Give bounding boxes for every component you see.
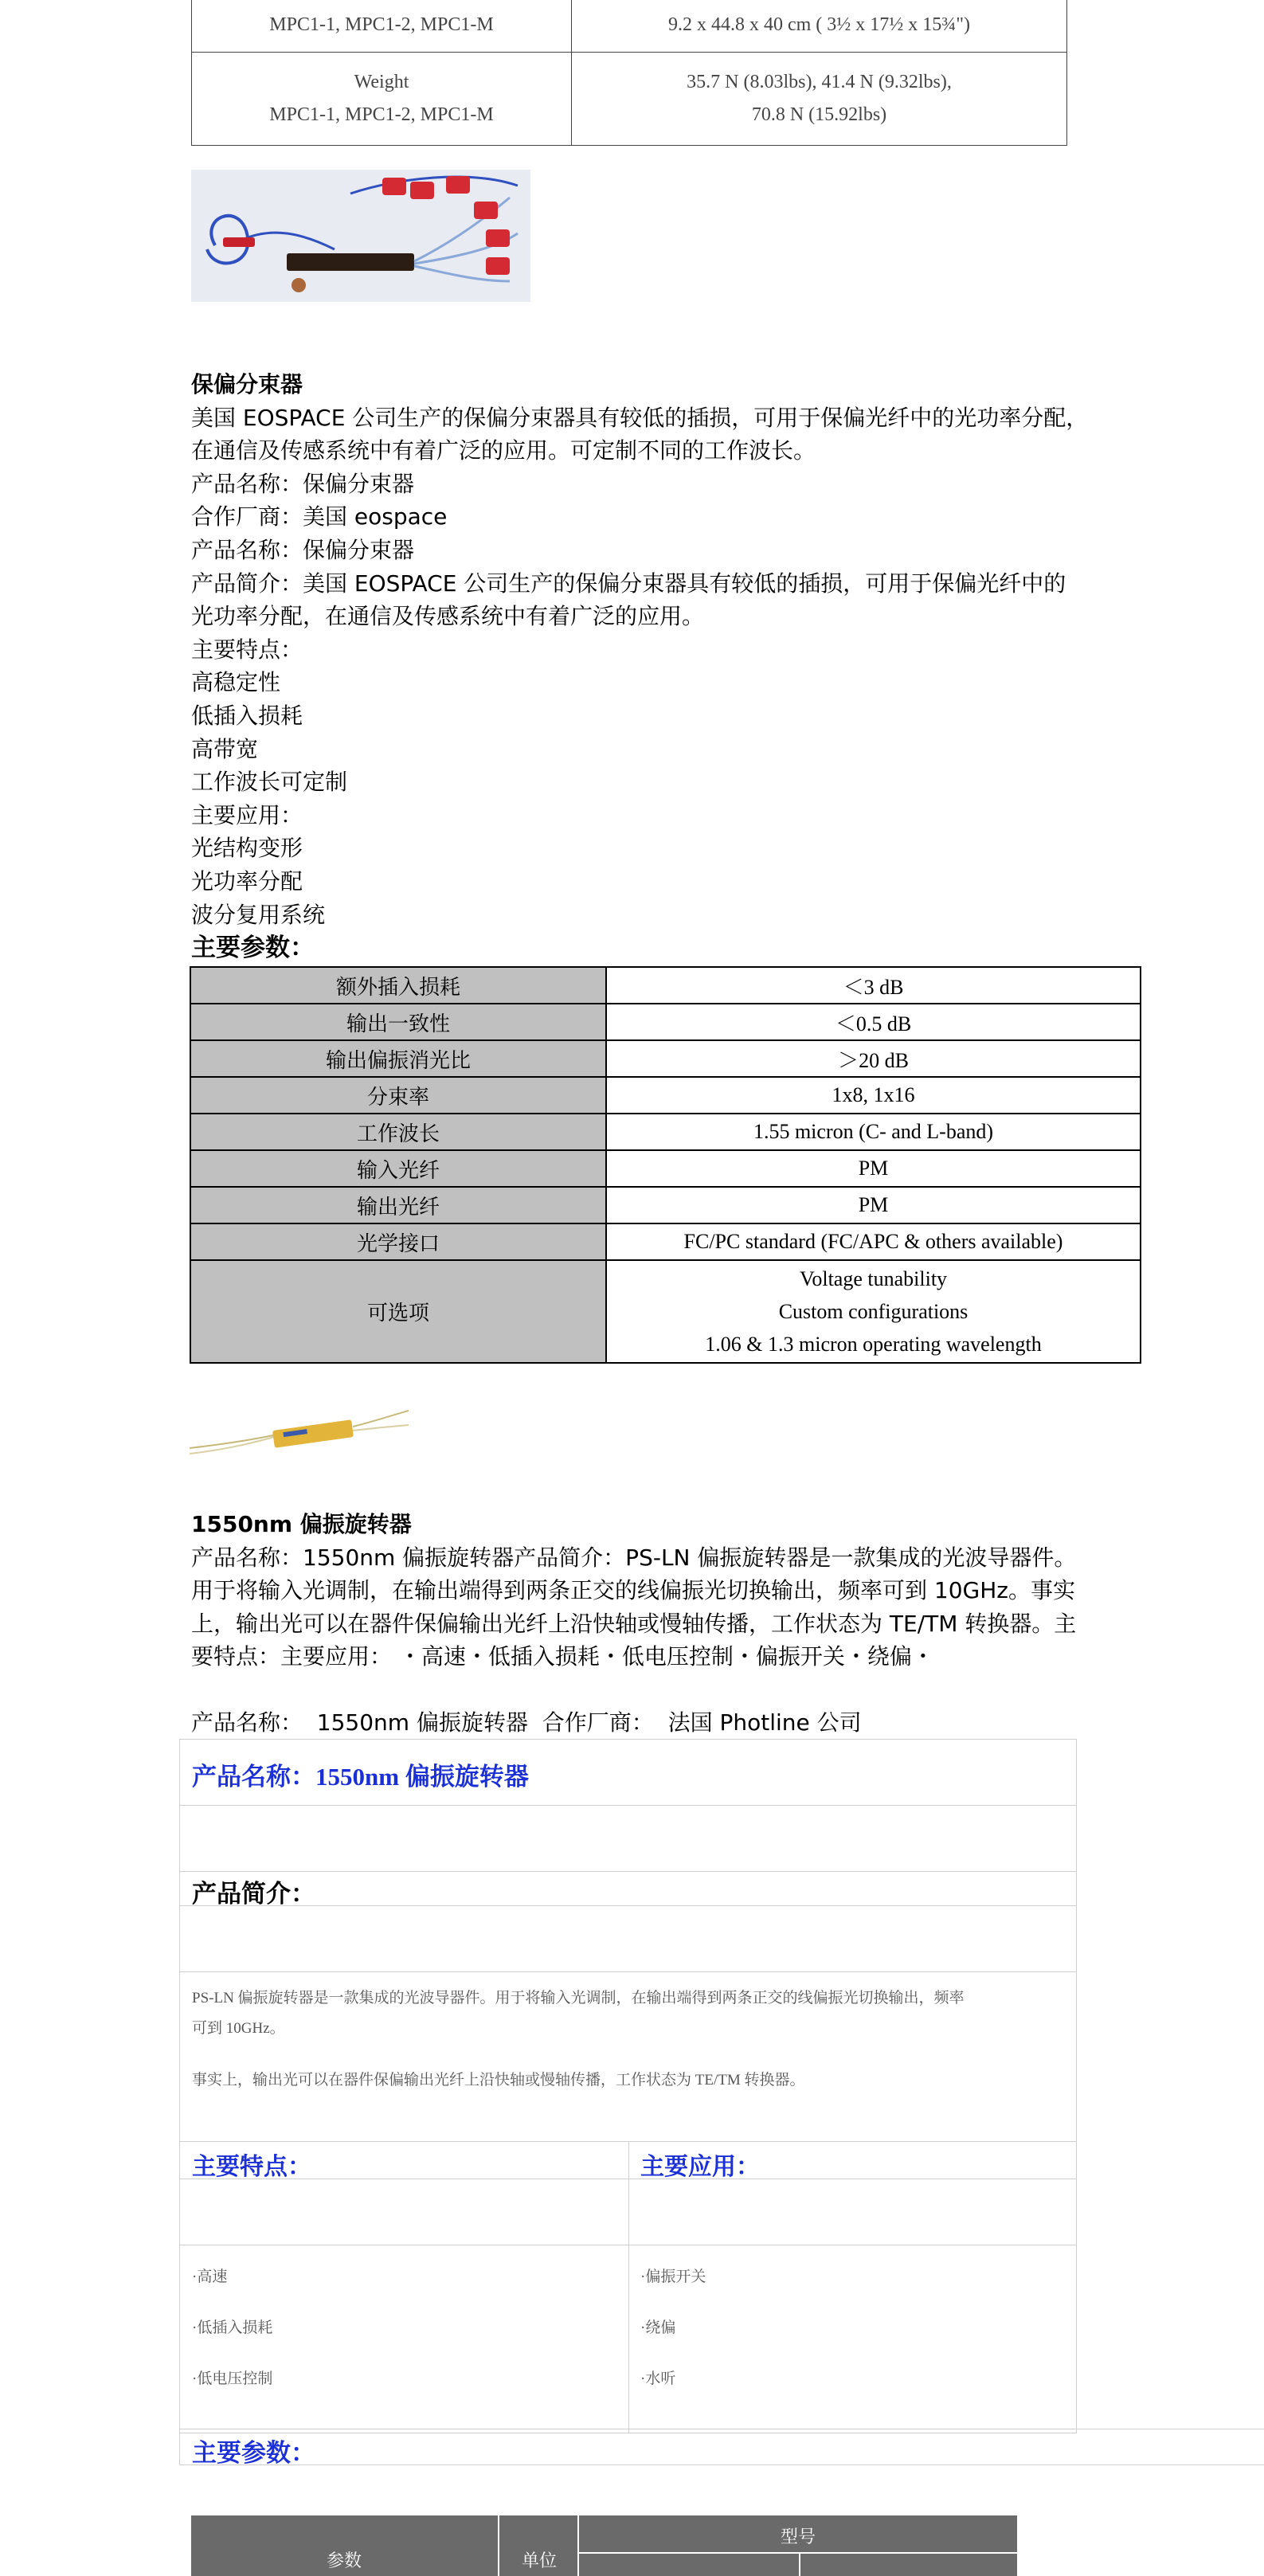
rotator-para-line: 要特点：主要应用： ・高速・低插入损耗・低电压控制・偏振开关・绕偏・ (191, 1643, 934, 1670)
summary-line: 光功率分配，在通信及传感系统中有着广泛的应用。 (191, 603, 705, 630)
product-photo-splitter-cables (191, 170, 530, 302)
box-spacer (180, 1806, 1076, 1872)
pm-splitter-section (191, 368, 1091, 931)
table-row (190, 1040, 1141, 1077)
table-row (190, 1150, 1141, 1187)
dimensions-table (191, 0, 1067, 146)
rotator-para-line: 产品名称：1550nm 偏振旋转器产品简介：PS-LN 偏振旋转器是一款集成的光波导器件。 (191, 1544, 1077, 1571)
params-strip (179, 2429, 1264, 2465)
param-key: 输出光纤 (190, 1187, 606, 1223)
weight-value: 35.7 N (8.03lbs), 41.4 N (9.32lbs), 70.8 N (15.92lbs) (572, 53, 1067, 146)
pm-splitter-intro-line: 美国 EOSPACE 公司生产的保偏分束器具有较低的插损，可用于保偏光纤中的光功率分配， (191, 404, 1089, 431)
table-row (190, 1004, 1141, 1040)
box-desc-line: 可到 10GHz。 (192, 2020, 285, 2037)
header-param: 参数 (327, 2551, 362, 2570)
box-lists-row (180, 2245, 1076, 2433)
table-row (190, 1077, 1141, 1114)
partner-line: 合作厂商：美国 eospace (191, 503, 448, 530)
header-unit: 单位 (522, 2551, 558, 2570)
rotator-params-heading: 主要参数： (192, 2439, 315, 2467)
box-feature-heading-row (180, 2142, 1076, 2179)
column-divider (628, 2179, 629, 2245)
apps-list (640, 2252, 706, 2405)
pm-splitter-params-table (190, 966, 1141, 1364)
feature-item: 工作波长可定制 (191, 769, 348, 796)
param-value: PM (606, 1150, 1141, 1187)
column-divider (628, 2142, 629, 2179)
param-key: 分束率 (190, 1077, 606, 1114)
features-label: 主要特点： (191, 636, 303, 663)
box-desc-line: 事实上，输出光可以在器件保偏输出光纤上沿快轴或慢轴传播，工作状态为 TE/TM 转换器。 (192, 2072, 805, 2089)
apps-label: 主要应用： (191, 801, 303, 828)
rotator-para-line: 上，输出光可以在器件保偏输出光纤上沿快轴或慢轴传播，工作状态为 TE/TM 转换器。主 (191, 1610, 1077, 1637)
app-item: 波分复用系统 (191, 901, 326, 928)
params-heading: 主要参数： (191, 934, 315, 962)
table-row (190, 1260, 1141, 1363)
table-row (190, 1187, 1141, 1223)
feature-item: 低插入损耗 (191, 702, 303, 729)
param-key: 额外插入损耗 (190, 967, 606, 1004)
list-item: ·绕偏 (640, 2320, 676, 2336)
table-row (190, 1223, 1141, 1260)
app-item: 光功率分配 (191, 867, 303, 895)
rotator-section (191, 1508, 1082, 1740)
param-value-options: Voltage tunability Custom configurations 1.06 & 1.3 micron operating wavelength (606, 1260, 1141, 1363)
param-key: 光学接口 (190, 1223, 606, 1260)
dimensions-models: MPC1-1, MPC1-2, MPC1-M (192, 0, 572, 53)
header-model: 型号 (781, 2527, 816, 2547)
rotator-title: 1550nm 偏振旋转器 (191, 1511, 412, 1537)
param-key: 输出偏振消光比 (190, 1040, 606, 1077)
param-value: ＜3 dB (606, 967, 1141, 1004)
weight-label: Weight MPC1-1, MPC1-2, MPC1-M (192, 53, 572, 146)
product-name-line: 产品名称：保偏分束器 (191, 536, 415, 563)
list-item: ·低插入损耗 (192, 2320, 273, 2336)
param-value: ＞20 dB (606, 1040, 1141, 1077)
features-list (192, 2252, 272, 2405)
box-desc (192, 1983, 1068, 2096)
box-name-row (180, 1740, 1076, 1806)
pm-splitter-intro-line: 在通信及传感系统中有着广泛的应用。可定制不同的工作波长。 (191, 437, 816, 464)
box-desc-row (180, 1972, 1076, 2142)
table-row (190, 1114, 1141, 1150)
param-key: 工作波长 (190, 1114, 606, 1150)
column-divider (498, 2515, 499, 2576)
product-photo-coupler (190, 1404, 409, 1460)
summary-line: 产品简介：美国 EOSPACE 公司生产的保偏分束器具有较低的插损，可用于保偏光纤中的 (191, 570, 1066, 597)
param-value: 1.55 micron (C- and L-band) (606, 1114, 1141, 1150)
dimensions-value: 9.2 x 44.8 x 40 cm ( 3½ x 17½ x 15¾") (572, 0, 1067, 53)
column-divider (577, 2515, 579, 2576)
box-spacer (180, 2179, 1076, 2245)
product-name-line: 产品名称：保偏分束器 (191, 470, 415, 497)
box-spacer (180, 1906, 1076, 1972)
param-value: 1x8, 1x16 (606, 1077, 1141, 1114)
column-divider (628, 2245, 629, 2433)
features-heading: 主要特点： (192, 2154, 311, 2180)
rotator-info-box (179, 1739, 1077, 2433)
list-item: ·高速 (192, 2269, 228, 2285)
box-intro-row (180, 1872, 1076, 1906)
rotator-para-line: 用于将输入光调制，在输出端得到两条正交的线偏振光切换输出，频率可到 10GHz。事实 (191, 1577, 1075, 1604)
row-divider (579, 2552, 1017, 2554)
box-intro-heading: 产品简介： (192, 1880, 315, 1908)
list-item: ·水听 (640, 2370, 676, 2387)
column-divider (799, 2552, 800, 2576)
pm-splitter-title: 保偏分束器 (191, 371, 303, 397)
box-desc-line: PS-LN 偏振旋转器是一款集成的光波导器件。用于将输入光调制，在输出端得到两条正交的线偏振光切换输出，频率 (192, 1990, 965, 2006)
param-value: FC/PC standard (FC/APC & others available) (606, 1223, 1141, 1260)
list-item: ·低电压控制 (192, 2370, 273, 2387)
table-row (190, 967, 1141, 1004)
app-item: 光结构变形 (191, 835, 303, 862)
box-name-heading: 产品名称：1550nm 偏振旋转器 (192, 1763, 529, 1791)
param-key: 可选项 (190, 1260, 606, 1363)
param-value: PM (606, 1187, 1141, 1223)
feature-item: 高带宽 (191, 735, 259, 762)
feature-item: 高稳定性 (191, 669, 281, 696)
rotator-params-table-header (191, 2515, 1017, 2576)
param-key: 输入光纤 (190, 1150, 606, 1187)
apps-heading: 主要应用： (640, 2154, 760, 2180)
list-item: ·偏振开关 (640, 2269, 706, 2285)
param-key: 输出一致性 (190, 1004, 606, 1040)
rotator-name-row: 产品名称： 1550nm 偏振旋转器 合作厂商： 法国 Photline 公司 (191, 1709, 862, 1736)
param-value: ＜0.5 dB (606, 1004, 1141, 1040)
